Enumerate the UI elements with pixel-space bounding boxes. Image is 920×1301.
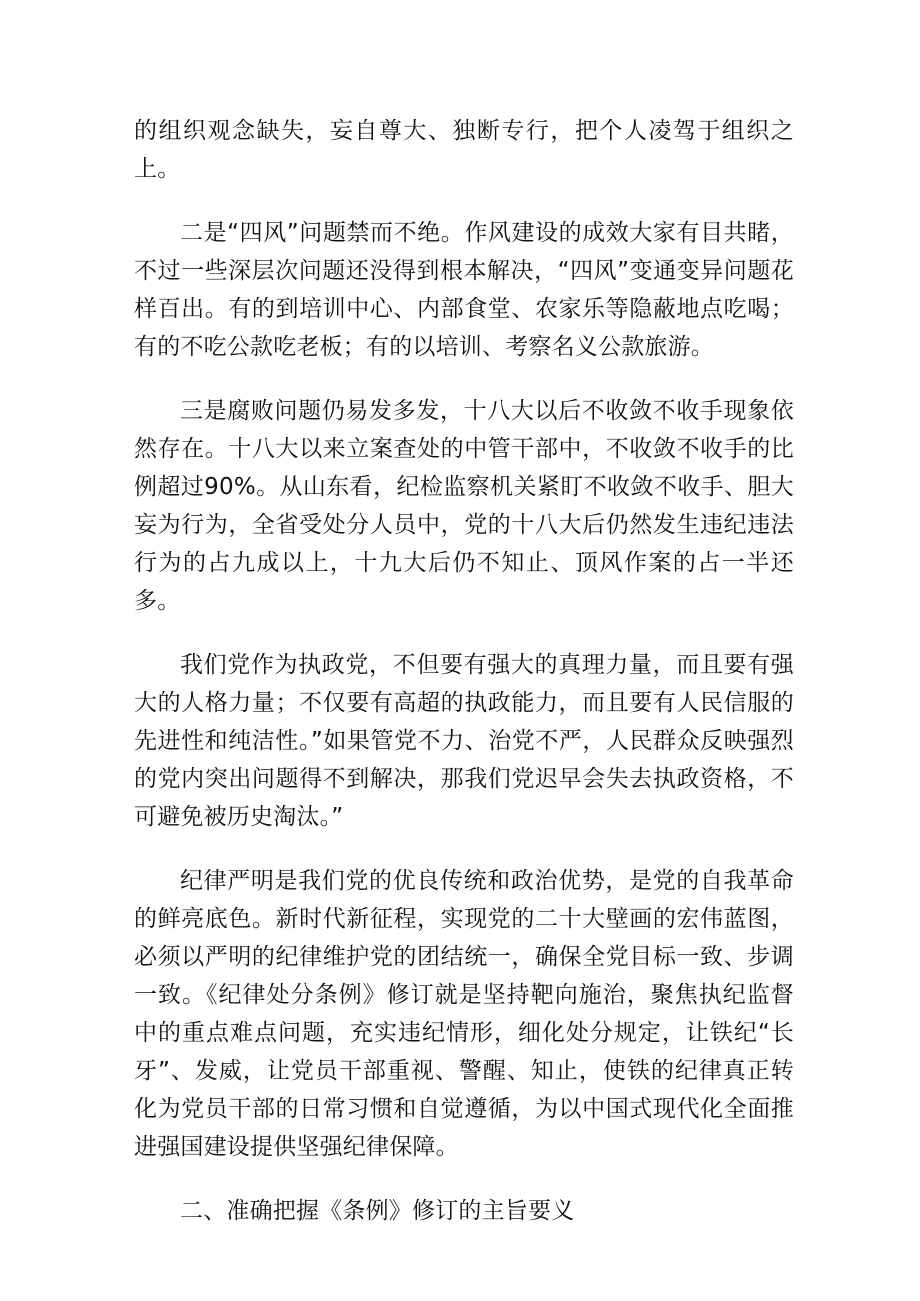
paragraph-corruption: 三是腐败问题仍易发多发，十八大以后不收敛不收手现象依然存在。十八大以来立案查处的中管干部中，不收敛不收手的比例超过90%。从山东看，纪检监察机关紧盯不收敛不收手、胆大妄为行为，全省受处分人员中，党的十八大后仍然发生违纪违法行为的占九成以上，十九大后仍不知止、顶风作案的占一半还多。 (134, 398, 794, 614)
document-body (134, 112, 794, 1230)
paragraph-ruling-party: 我们党作为执政党，不但要有强大的真理力量，而且要有强大的人格力量；不仅要有高超的执政能力，而且要有人民信服的先进性和纯洁性。”如果管党不力、治党不严，人民群众反映强烈的党内突出问题得不到解决，那我们党迟早会失去执政资格，不可避免被历史淘汰。” (134, 652, 794, 830)
paragraph-continuation: 的组织观念缺失，妄自尊大、独断专行，把个人凌驾于组织之上。 (134, 118, 794, 182)
section-heading: 二、准确把握《条例》修订的主旨要义 (180, 1198, 575, 1224)
paragraph-discipline: 纪律严明是我们党的优良传统和政治优势，是党的自我革命的鲜亮底色。新时代新征程，实现党的二十大壁画的宏伟蓝图，必须以严明的纪律维护党的团结统一，确保全党目标一致、步调一致。《纪律处分条例》修订就是坚持靶向施治，聚焦执纪监督中的重点难点问题，充实违纪情形，细化处分规定，让铁纪“长牙”、发威，让党员干部重视、警醒、知止，使铁的纪律真正转化为党员干部的日常习惯和自觉遵循，为以中国式现代化全面推进强国建设提供坚强纪律保障。 (134, 868, 794, 1160)
paragraph-four-winds: 二是“四风”问题禁而不绝。作风建设的成效大家有目共睹，不过一些深层次问题还没得到根本解决，“四风”变通变异问题花样百出。有的到培训中心、内部食堂、农家乐等隐蔽地点吃喝；有的不吃公款吃老板；有的以培训、考察名义公款旅游。 (134, 220, 794, 360)
